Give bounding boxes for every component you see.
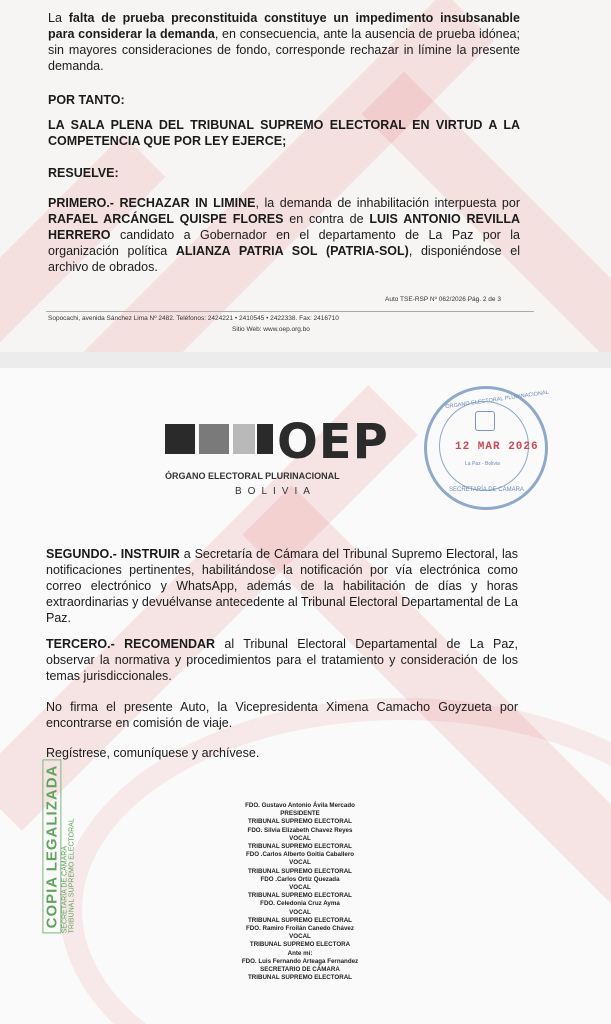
seal-bottom-text: SECRETARÍA DE CÁMARA	[449, 487, 524, 493]
seal-date: 12 MAR 2026	[455, 441, 539, 453]
paragraph-prueba: La falta de prueba preconstituida constituye un impedimento insubsanable para considerar la demanda, en consecuencia, ante la ausencia de prueba idónea; sin mayores consideraciones de fondo, corresponde rechazar in límine la presente demanda.	[48, 11, 520, 73]
logo-square	[257, 424, 273, 454]
signature-line: TRIBUNAL SUPREMO ELECTORAL	[248, 916, 352, 924]
signature-line: TRIBUNAL SUPREMO ELECTORAL	[248, 974, 352, 982]
seal-place: La Paz - Bolivia	[465, 461, 500, 467]
coat-of-arms-icon	[475, 411, 495, 431]
signature-line: Ante mí:	[287, 949, 313, 957]
logo-square	[199, 424, 229, 454]
auto-reference: Auto TSE-RSP Nº 062/2026 Pág. 2 de 3	[385, 296, 501, 303]
signature-line: TRIBUNAL SUPREMO ELECTORAL	[248, 867, 352, 875]
signature-line: FDO. Gustavo Antonio Ávila Mercado	[245, 802, 355, 809]
signature-line: VOCAL	[289, 908, 311, 916]
side-stamp-line2: SECRETARÍA DE CÁMARA	[61, 846, 69, 934]
logo-acronym: OEP	[277, 414, 389, 470]
logo-org-name: ÓRGANO ELECTORAL PLURINACIONAL	[165, 471, 340, 481]
signature-line: VOCAL	[289, 884, 311, 892]
signature-line: VOCAL	[289, 834, 311, 842]
por-tanto-heading: POR TANTO:	[48, 93, 125, 107]
sala-plena-paragraph: LA SALA PLENA DEL TRIBUNAL SUPREMO ELECTORAL EN VIRTUD A LA COMPETENCIA QUE POR LEY EJERCE;	[48, 118, 520, 148]
registrese-paragraph: Regístrese, comuníquese y archívese.	[46, 746, 260, 760]
logo-country: BOLIVIA	[235, 486, 316, 497]
logo-square	[233, 424, 255, 454]
seal-top-text: ÓRGANO ELECTORAL PLURINACIONAL	[445, 389, 550, 411]
copia-legalizada-stamp	[42, 760, 75, 934]
signature-line: TRIBUNAL SUPREMO ELECTORAL	[248, 843, 352, 851]
signature-line: FDO. Luis Fernando Arteaga Fernandez	[241, 957, 359, 965]
signature-line: FDO. Silvia Elizabeth Chavez Reyes	[247, 826, 353, 834]
signature-line: SECRETARIO DE CÁMARA	[260, 966, 340, 974]
side-stamp-line3: TRIBUNAL SUPREMO ELECTORAL	[68, 818, 76, 934]
document-page-top	[0, 0, 611, 352]
signature-line: TRIBUNAL SUPREMO ELECTORAL	[248, 818, 352, 826]
footer-divider	[46, 311, 534, 312]
page-separator	[0, 352, 611, 368]
footer-website: Sitio Web: www.oep.org.bo	[232, 326, 310, 333]
signature-line: PRESIDENTE	[280, 810, 320, 818]
signature-line: TRIBUNAL SUPREMO ELECTORAL	[248, 892, 352, 900]
footer-address: Sopocachi, avenida Sánchez Lima Nº 2482. Teléfonos: 2424221 • 2410545 • 2422338. Fax: 2416710	[48, 315, 339, 322]
signature-line: FDO .Carlos Ortiz Quezada	[260, 875, 340, 883]
official-seal	[424, 386, 548, 510]
signature-line: FDO .Carlos Alberto Goitia Caballero	[245, 851, 355, 859]
tercero-paragraph: TERCERO.- RECOMENDAR al Tribunal Electoral Departamental de La Paz, observar la normativa y procedimientos para el tratamiento y consideración de los temas jurisdiccionales.	[46, 637, 518, 683]
signature-line: FDO. Celedonia Cruz Ayma	[260, 900, 340, 908]
segundo-paragraph: SEGUNDO.- INSTRUIR a Secretaría de Cámara del Tribunal Supremo Electoral, las notificaciones pertinentes, habilitándose la notificación por vía electrónica como correo electrónico y WhatsApp, además de la habilitación de días y horas extraordinarias y devuélvanse antecedente al Tribunal Electoral Departamental de La Paz.	[46, 547, 518, 625]
resuelve-heading: RESUELVE:	[48, 166, 119, 180]
signature-line: TRIBUNAL SUPREMO ELECTORA	[249, 941, 351, 949]
side-stamp-title: COPIA LEGALIZADA	[42, 760, 61, 934]
no-firma-paragraph: No firma el presente Auto, la Vicepresidenta Ximena Camacho Goyzueta por encontrarse en comisión de viaje.	[46, 700, 518, 730]
signature-line: VOCAL	[289, 933, 311, 941]
signature-line: VOCAL	[289, 859, 311, 867]
primero-paragraph: PRIMERO.- RECHAZAR IN LIMINE, la demanda de inhabilitación interpuesta por RAFAEL ARCÁNGEL QUISPE FLORES en contra de LUIS ANTONIO REVILLA HERRERO candidato a Gobernador en el departamento de La Paz por la organización política ALIANZA PATRIA SOL (PATRIA-SOL), disponiéndose el archivo de obrados.	[48, 196, 520, 274]
signature-line: FDO. Ramiro Froilán Canedo Chávez	[246, 925, 354, 933]
signature-block	[150, 802, 450, 982]
logo-square	[165, 424, 195, 454]
